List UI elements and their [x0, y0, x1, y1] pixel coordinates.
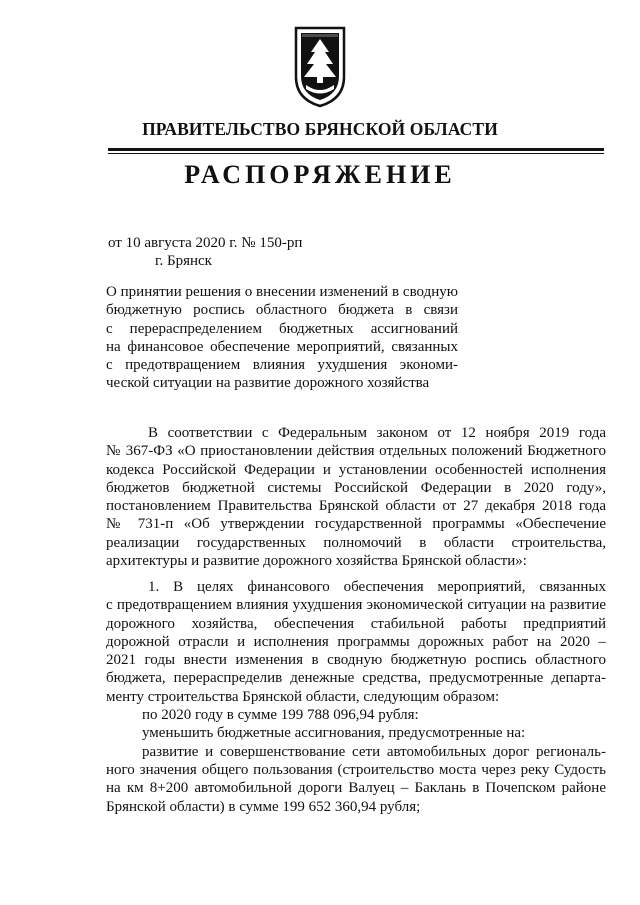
document-type-title: РАСПОРЯЖЕНИЕ	[184, 160, 456, 189]
paragraph-line: 1. В целях финансового обеспечения мероприятий, связанных	[148, 579, 606, 595]
paragraph-line: развитие и совершенствование сети автомобильных дорог региональ-	[142, 743, 606, 760]
paragraph-line: дорожной отрасли и исполнения программы дорожных работ на 2020 –	[106, 633, 606, 650]
paragraph-line: ного значения общего пользования (строительство моста через реку Судость	[106, 761, 606, 778]
paragraph-line: менту строительства Брянской области, следующим образом:	[106, 688, 500, 705]
preamble-paragraph	[106, 424, 606, 570]
document-subject	[106, 283, 458, 393]
subject-line: бюджетную роспись областного бюджета в связи	[106, 302, 458, 319]
paragraph-line: бюджетов бюджетной системы Российской Федерации в 2020 году»,	[106, 479, 606, 496]
paragraph-line: В соответствии с Федеральным законом от 12 ноября 2019 года	[148, 425, 606, 441]
paragraph-line: уменьшить бюджетные ассигнования, предусмотренные на:	[142, 725, 526, 742]
paragraph-line: на км 8+200 автомобильной дороги Валуец – Баклань в Почепском районе	[106, 780, 606, 797]
subject-line: ческой ситуации на развитие дорожного хозяйства	[106, 375, 430, 392]
document-date-number: от 10 августа 2020 г. № 150-рп	[108, 235, 303, 251]
document-city: г. Брянск	[155, 253, 212, 269]
header-divider-thick	[108, 148, 604, 151]
coat-of-arms-icon	[293, 25, 347, 109]
header-divider-thin	[108, 153, 604, 154]
subject-line: с предотвращением влияния ухудшения экономи-	[106, 357, 458, 374]
subject-line: на финансовое обеспечение мероприятий, связанных	[106, 338, 458, 355]
paragraph-line: постановлением Правительства Брянской области от 27 декабря 2018 года	[106, 498, 606, 515]
paragraph-line: реализации государственных полномочий в области строительства,	[106, 534, 606, 551]
paragraph-line: кодекса Российской Федерации и установлении особенностей исполнения	[106, 461, 606, 478]
organization-title: ПРАВИТЕЛЬСТВО БРЯНСКОЙ ОБЛАСТИ	[142, 119, 498, 139]
subject-line: О принятии решения о внесении изменений в сводную	[106, 284, 458, 300]
paragraph-line: архитектуры и развитие дорожного хозяйства Брянской области»:	[106, 553, 527, 570]
subject-line: с перераспределением бюджетных ассигнований	[106, 320, 458, 337]
paragraph-line: по 2020 году в сумме 199 788 096,94 рубля:	[142, 707, 419, 724]
paragraph-line: бюджета, перераспределив денежные средства, предусмотренные департа-	[106, 670, 606, 687]
paragraph-line: 2021 годы внести изменения в сводную бюджетную роспись областного	[106, 652, 606, 669]
paragraph-line: с предотвращением влияния ухудшения экономической ситуации на развитие	[106, 597, 606, 614]
paragraph-line: Брянской области) в сумме 199 652 360,94 рубля;	[106, 798, 421, 815]
paragraph-line: дорожного хозяйства, обеспечения стабильной работы предприятий	[106, 615, 606, 632]
paragraph-line: № 367-ФЗ «О приостановлении действия отдельных положений Бюджетного	[106, 443, 606, 460]
paragraph-line: № 731-п «Об утверждении государственной программы «Обеспечение	[106, 516, 606, 533]
item-1-paragraph	[106, 578, 606, 816]
